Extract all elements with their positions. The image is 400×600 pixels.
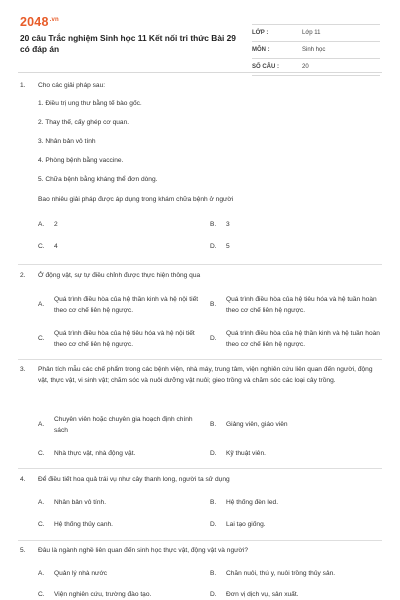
option-text: 5 xyxy=(226,243,230,250)
list-item: 1. Điều trị ung thư bằng tế bào gốc. xyxy=(38,100,142,107)
option-text: Hệ thống đèn led. xyxy=(226,499,279,506)
option-letter: C. xyxy=(38,335,45,342)
option-text: Nhân bản vô tính. xyxy=(54,499,107,506)
option-letter: A. xyxy=(38,570,45,577)
option-letter: C. xyxy=(38,450,45,457)
question-5 xyxy=(20,545,382,600)
page-title: 20 câu Trắc nghiệm Sinh học 11 Kết nối tri thức Bài 29 có đáp án xyxy=(20,33,236,54)
logo-main: 2048 xyxy=(20,15,49,29)
meta-row-subject xyxy=(252,42,380,59)
option-letter: D. xyxy=(210,591,217,598)
meta-value: Lớp 11 xyxy=(302,30,321,36)
option-letter: C. xyxy=(38,521,45,528)
option-text: Giảng viên, giáo viên xyxy=(226,421,288,428)
option-letter: B. xyxy=(210,301,217,308)
question-text: Để điều tiết hoa quả trái vụ như cây thanh long, người ta sử dụng xyxy=(38,476,230,483)
question-3 xyxy=(20,364,382,468)
option-letter: D. xyxy=(210,243,217,250)
question-2 xyxy=(20,270,382,356)
option-text: Lai tạo giống. xyxy=(226,521,266,528)
option-letter: A. xyxy=(38,301,45,308)
logo-suffix: .vn xyxy=(49,16,59,23)
option-text: Kỹ thuật viên. xyxy=(226,450,266,457)
option-letter: D. xyxy=(210,450,217,457)
meta-row-count xyxy=(252,59,380,76)
meta-label: LỚP : xyxy=(252,30,269,36)
option-text: Nhà thực vật, nhà động vật. xyxy=(54,450,136,457)
meta-row-grade xyxy=(252,24,380,42)
option-text: Hệ thống thủy canh. xyxy=(54,521,114,528)
question-divider xyxy=(18,359,382,360)
option-letter: B. xyxy=(210,570,217,577)
question-text: Cho các giải pháp sau: xyxy=(38,82,106,89)
option-letter: C. xyxy=(38,591,45,598)
option-text: Quá trình điều hòa của hệ thần kinh và hệ nội tiết theo cơ chế liên hệ ngược. xyxy=(54,296,199,314)
option-letter: A. xyxy=(38,421,45,428)
option-text: 4 xyxy=(54,243,58,250)
list-item: 3. Nhân bản vô tính xyxy=(38,138,96,145)
header-divider xyxy=(18,72,382,73)
option-text: Quản lý nhà nước xyxy=(54,570,108,577)
site-logo[interactable] xyxy=(20,15,59,29)
option-letter: C. xyxy=(38,243,45,250)
question-text: Phân tích mẫu các chế phẩm trong các bệnh viện, nhà máy, trung tâm, viện nghiên cứu liên quan đến người, động vật, thực vật, vi sinh vật; chăm sóc và nuôi dưỡng vật nuôi; gieo trồng và chăm sóc các loại cây trồng. xyxy=(38,366,373,384)
page-header xyxy=(20,12,380,84)
question-1 xyxy=(20,80,382,260)
option-text: Đơn vị dịch vụ, sản xuất. xyxy=(226,591,299,598)
option-letter: B. xyxy=(210,221,217,228)
option-text: 3 xyxy=(226,221,230,228)
meta-table xyxy=(252,24,380,76)
option-letter: A. xyxy=(38,221,45,228)
question-number: 3. xyxy=(20,366,26,373)
option-text: Chăn nuôi, thú y, nuôi trồng thủy sản. xyxy=(226,570,336,577)
question-divider xyxy=(18,540,382,541)
option-letter: A. xyxy=(38,499,45,506)
question-4 xyxy=(20,474,382,538)
option-text: Viện nghiên cứu, trường đào tạo. xyxy=(54,591,152,598)
option-text: Quá trình điều hòa của hệ tiêu hóa và hệ tuần hoàn theo cơ chế liên hệ ngược. xyxy=(226,296,377,314)
question-prompt: Bao nhiêu giải pháp được áp dụng trong khám chữa bệnh ở người xyxy=(38,196,234,203)
question-number: 4. xyxy=(20,476,26,483)
option-text: Quá trình điều hòa của hệ thần kinh và hệ tuần hoàn theo cơ chế liên hệ ngược. xyxy=(226,330,380,348)
question-number: 1. xyxy=(20,82,26,89)
option-letter: B. xyxy=(210,499,217,506)
question-divider xyxy=(18,264,382,265)
option-letter: D. xyxy=(210,335,217,342)
question-text: Ở động vật, sự tự điều chỉnh được thực hiện thông qua xyxy=(38,272,201,279)
question-text: Đâu là ngành nghề liên quan đến sinh học thực vật, động vật và người? xyxy=(38,547,249,554)
option-letter: D. xyxy=(210,521,217,528)
option-text: Chuyên viên hoặc chuyên gia hoạch định chính sách xyxy=(54,416,193,434)
question-number: 5. xyxy=(20,547,26,554)
question-number: 2. xyxy=(20,272,26,279)
meta-value: 20 xyxy=(302,64,309,70)
meta-label: MÔN : xyxy=(252,47,270,53)
option-text: Quá trình điều hòa của hệ tiêu hóa và hệ nội tiết theo cơ chế liên hệ ngược. xyxy=(54,330,195,348)
question-divider xyxy=(18,468,382,469)
option-letter: B. xyxy=(210,421,217,428)
meta-value: Sinh học xyxy=(302,47,326,53)
meta-label: SỐ CÂU : xyxy=(252,64,279,70)
list-item: 4. Phòng bệnh bằng vaccine. xyxy=(38,157,124,164)
list-item: 5. Chữa bệnh bằng kháng thể đơn dòng. xyxy=(38,176,158,183)
list-item: 2. Thay thế, cấy ghép cơ quan. xyxy=(38,119,130,126)
option-text: 2 xyxy=(54,221,58,228)
